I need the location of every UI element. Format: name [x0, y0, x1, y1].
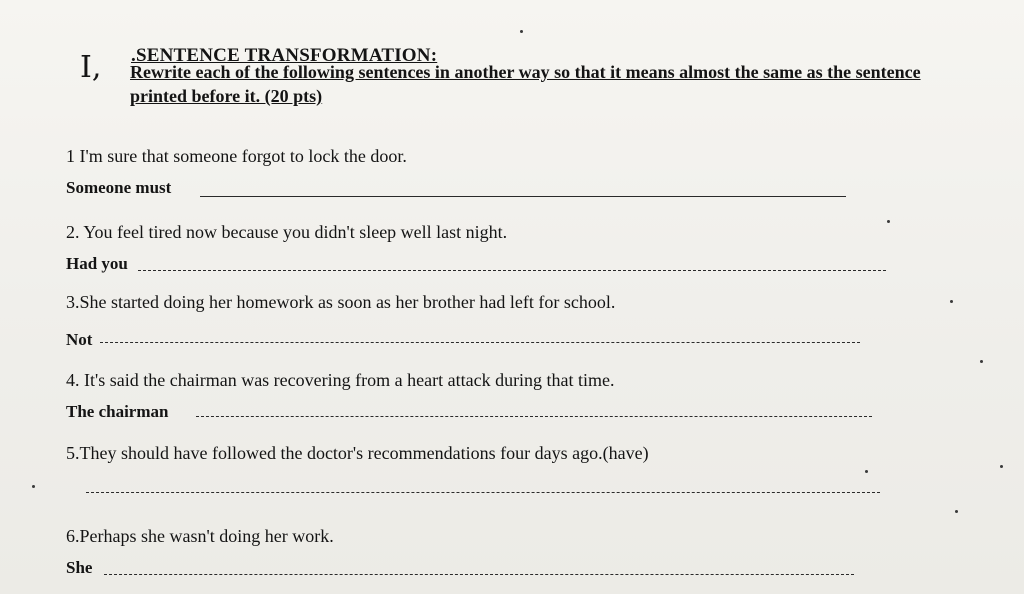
question-5-prompt: 5.They should have followed the doctor's recommendations four days ago.(have) [66, 443, 649, 463]
answer-line-3[interactable] [100, 342, 860, 343]
paper-speck [950, 300, 953, 303]
question-4-prompt: 4. It's said the chairman was recovering from a heart attack during that time. [66, 370, 615, 390]
answer-line-4[interactable] [196, 416, 872, 417]
question-1-starter: Someone must [66, 178, 172, 197]
answer-line-5[interactable] [86, 492, 880, 493]
question-6-starter: She [66, 558, 93, 577]
answer-line-1[interactable] [200, 196, 846, 197]
paper-speck [1000, 465, 1003, 468]
answer-line-2[interactable] [138, 270, 886, 271]
question-1-prompt: 1 I'm sure that someone forgot to lock the door. [66, 146, 407, 166]
section-number: I, [80, 50, 102, 85]
question-2-prompt: 2. You feel tired now because you didn't sleep well last night. [66, 222, 508, 242]
paper-speck [865, 470, 868, 473]
section-instruction: Rewrite each of the following sentences in another way so that it means almost the same as the sentence printed before it. (20 pts) [130, 62, 921, 106]
question-4-starter: The chairman [66, 402, 169, 421]
question-6-prompt: 6.Perhaps she wasn't doing her work. [66, 526, 334, 546]
paper-speck [980, 360, 983, 363]
paper-speck [955, 510, 958, 513]
paper-speck [520, 30, 523, 33]
question-3-starter: Not [66, 330, 93, 349]
section-title: .SENTENCE TRANSFORMATION: [131, 45, 438, 66]
answer-line-6[interactable] [104, 574, 854, 575]
question-3-prompt: 3.She started doing her homework as soon as her brother had left for school. [66, 292, 616, 312]
question-2-starter: Had you [66, 254, 128, 273]
paper-speck [32, 485, 35, 488]
paper-speck [887, 220, 890, 223]
